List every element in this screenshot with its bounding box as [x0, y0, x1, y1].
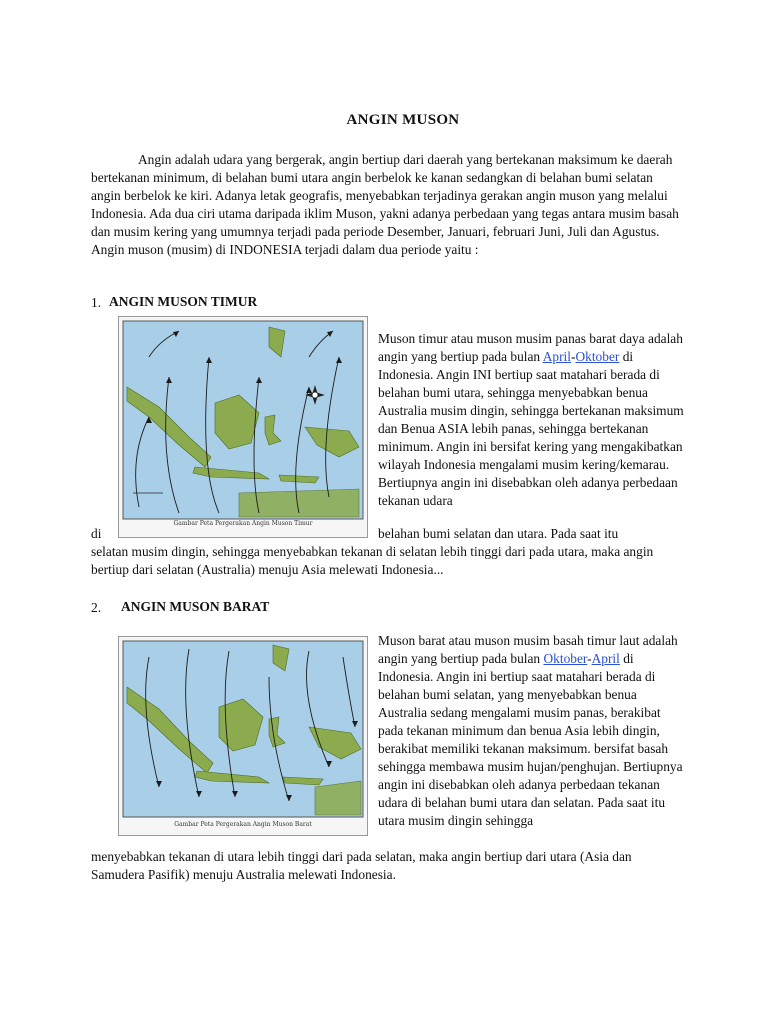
section2-side-text: [378, 632, 684, 830]
section1-sep: -: [571, 349, 576, 364]
map-muson-timur-caption: Gambar Peta Pergerakan Angin Muson Timur: [173, 520, 313, 527]
section1-number: 1.: [91, 295, 102, 310]
link-oktober-2[interactable]: Oktober: [543, 651, 588, 666]
section1-heading: ANGIN MUSON TIMUR: [109, 294, 258, 309]
section1-text-a: Muson timur atau muson musim panas barat daya adalah angin yang bertiup pada bulan: [378, 331, 683, 364]
section1-di: di: [91, 526, 102, 541]
link-oktober-1[interactable]: Oktober: [575, 349, 620, 364]
section2-text-d: menyebabkan tekanan di utara lebih tinggi dari pada selatan, maka angin bertiup dari utara (Asia dan Samudera Pasifik) menuju Australia melewati Indonesia.: [91, 849, 632, 882]
link-april-2[interactable]: April: [591, 651, 620, 666]
map-muson-timur-image: [119, 317, 367, 523]
section1-text-b: di Indonesia. Angin INI bertiup saat matahari berada di belahan bumi utara, sehingga menyebabkan benua Australia musim dingin, sehingga bertekanan maksimum dan Benua ASIA lebih panas, sehingga bertekanan minimum. Angin ini bersifat kering yang mengakibatkan wilayah Indonesia mengalami musim kering/kemarau. Bertiupnya angin ini disebabkan oleh adanya perbedaan tekanan udara: [378, 349, 684, 508]
section1-text-c: belahan bumi selatan dan utara. Pada saat itu: [378, 526, 619, 541]
section2-number: 2.: [91, 600, 102, 615]
section2-text-b: di Indonesia. Angin ini bertiup saat matahari berada di belahan bumi selatan, yang menyebabkan benua Australia sedang mengalami musim panas, berakibat pada tekanan minimum dan benua Asia lebih dingin, berakibat memiliki tekanan maksimum. bersifat basah sehingga membawa musim hujan/penghujan. Bertiupnya angin ini disebabkan oleh adanya perbedaan tekanan udara di belahan bumi utara dan selatan. Pada saat itu utara musim dingin sehingga: [378, 651, 683, 828]
map-muson-barat-caption: Gambar Peta Pergerakan Angin Muson Barat: [174, 821, 312, 828]
section2-text-a: Muson barat atau muson musim basah timur laut adalah angin yang bertiup pada bulan: [378, 633, 678, 666]
link-april-1[interactable]: April: [542, 349, 571, 364]
document-title: ANGIN MUSON: [346, 112, 460, 128]
section1-side-text: [378, 330, 684, 510]
section2-sep: -: [587, 651, 592, 666]
map-muson-barat: [118, 636, 368, 836]
map-muson-barat-image: [119, 637, 367, 821]
section2-heading: ANGIN MUSON BARAT: [121, 599, 270, 614]
intro-paragraph: Angin adalah udara yang bergerak, angin bertiup dari daerah yang bertekanan maksimum ke daerah bertekanan minimum, di belahan bumi utara angin berbelok ke kanan sedangkan di belahan bumi selatan angin berbelok ke kiri. Adanya letak geografis, menyebabkan terjadinya gerakan angin muson yang melalui Indonesia. Ada dua ciri utama daripada iklim Muson, yakni adanya perbedaan yang tegas antara musim basah dan musim kering yang umumnya terjadi pada periode Desember, Januari, februari Juni, Juli dan Agustus. Angin muson (musim) di INDONESIA terjadi dalam dua periode yaitu :: [91, 152, 679, 257]
section1-text-d: selatan musim dingin, sehingga menyebabkan tekanan di selatan lebih tinggi dari pada utara, maka angin bertiup dari selatan (Australia) menuju Asia melewati Indonesia...: [91, 544, 654, 577]
map-muson-timur: [118, 316, 368, 538]
